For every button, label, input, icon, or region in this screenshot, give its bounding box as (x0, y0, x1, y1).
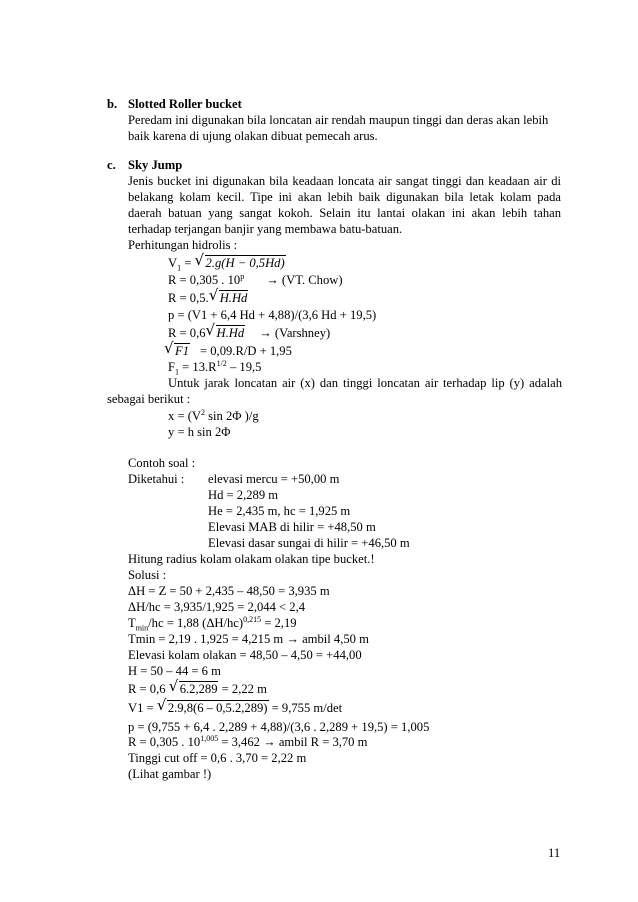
formula-r-chow: R = 0,305 . $10^p \to (VT$. Chow) (168, 271, 343, 287)
solusi-line: Tmin = 2,19 . 1,925 = 4,215 m → ambil 4,50 m (128, 632, 369, 646)
solusi-line: (Lihat gambar !) (128, 767, 212, 781)
formula-r-varshney: R = 0,6√ H.Hd → (Varshney) (168, 325, 330, 341)
section-c-body-2: belakang kolam kecil. Tipe ini akan lebih baik digunakan bila letak kolam pada (128, 190, 561, 204)
solusi-line: V1 = √ 2.9,8(6 – 0,5.2,289) = 9,755 m/det (128, 700, 342, 716)
solusi-line: H = 50 – 44 = 6 m (128, 664, 221, 678)
formula-y: y = h sin 2Φ (168, 425, 231, 439)
diketahui-item: Elevasi MAB di hilir = +48,50 m (208, 520, 376, 534)
section-b-label: b. (107, 97, 118, 111)
section-b-body-2: baik karena di ujung olakan dibuat pemecah arus. (128, 129, 378, 143)
section-c-body-1: Jenis bucket ini digunakan bila keadaan loncata air sangat tinggi dan keadaan air di (128, 174, 561, 188)
formula-x: $x = (V^2$ sin 2Φ )/g (168, 407, 259, 423)
solusi-line: ΔH/hc = 3,935/1,925 = 2,044 < 2,4 (128, 600, 306, 614)
page-number: 11 (548, 846, 561, 860)
solusi-line: R = 0,305 . $10^{1,005} = 3,462$ → ambil R = 3,70 m (128, 733, 368, 749)
section-c-title: Sky Jump (128, 158, 183, 172)
jarak-text-2: sebagai berikut : (107, 392, 191, 406)
solusi-line: $T_{min}/hc = 1,88$ $(\Delta H/hc)^{0,215} = 2,19$ (128, 614, 297, 633)
perhitungan-heading: Perhitungan hidrolis : (128, 238, 238, 252)
solusi-line: Tinggi cut off = 0,6 . 3,70 = 2,22 m (128, 751, 307, 765)
diketahui-label: Diketahui : (128, 472, 185, 486)
diketahui-item: Elevasi dasar sungai di hilir = +46,50 m (208, 536, 410, 550)
section-b-body-1: Peredam ini digunakan bila loncatan air rendah maupun tinggi dan deras akan lebih (128, 113, 549, 127)
section-c-body-3: daerah batuan yang sangat kokoh. Selain itu lantai olakan ini akan lebih tahan (128, 206, 561, 220)
diketahui-item: elevasi mercu = +50,00 m (208, 472, 340, 486)
section-b-title: Slotted Roller bucket (128, 97, 242, 111)
solusi-line: Elevasi kolam olakan = 48,50 – 4,50 = +44,00 (128, 648, 362, 662)
jarak-text-1: Untuk jarak loncatan air (x) dan tinggi loncatan air terhadap lip (y) adalah (168, 376, 562, 390)
contoh-title: Contoh soal : (128, 456, 196, 470)
formula-p: p = (V1 + 6,4 Hd + 4,88)/(3,6 Hd + 19,5) (168, 308, 377, 322)
diketahui-item: He = 2,435 m, hc = 1,925 m (208, 504, 351, 518)
formula-r-hhd: R = 0,5.√ H.Hd (168, 290, 248, 306)
diketahui-item: Hd = 2,289 m (208, 488, 279, 502)
task-text: Hitung radius kolam olakam olakan tipe bucket.! (128, 552, 375, 566)
section-c-body-4: terhadap terjangan banjir yang membawa batu-batuan. (128, 222, 403, 236)
solusi-line: p = (9,755 + 6,4 . 2,289 + 4,88)/(3,6 . 2,289 + 19,5) = 1,005 (128, 720, 430, 734)
solusi-label: Solusi : (128, 568, 167, 582)
formula-f1-sqrt: √ F1 = 0,09.R/D + 1,95 (164, 343, 292, 359)
section-c-label: c. (107, 158, 116, 172)
solusi-line: R = 0,6 √ 6.2,289 = 2,22 m (128, 681, 267, 697)
solusi-line: ΔH = Z = 50 + 2,435 – 48,50 = 3,935 m (128, 584, 330, 598)
formula-f1: $F_1 = 13.R^{1/2} - 19,5$ (168, 358, 262, 377)
formula-v1: $V_1$ = √ 2.g(H − 0,5Hd) (168, 255, 286, 271)
